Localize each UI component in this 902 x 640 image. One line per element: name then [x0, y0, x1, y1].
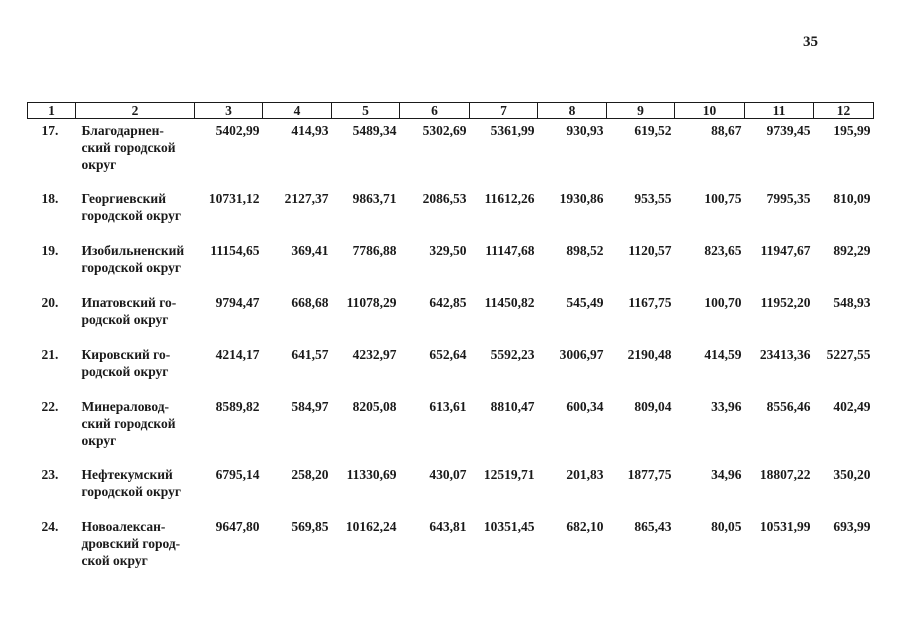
column-header-8: 8 — [538, 103, 607, 119]
value-cell-col-10: 34,96 — [711, 467, 742, 482]
value-cell-col-11: 8556,46 — [766, 399, 811, 414]
row-index: 24. — [41, 519, 59, 534]
table-row — [28, 119, 874, 191]
value-cell-col-5: 7786,88 — [352, 243, 397, 258]
value-cell-col-4: 668,68 — [291, 295, 329, 310]
column-header-3: 3 — [195, 103, 263, 119]
column-header-7: 7 — [470, 103, 538, 119]
table-row — [28, 518, 874, 570]
value-cell-col-12: 350,20 — [833, 467, 871, 482]
table-row — [28, 242, 874, 294]
value-cell-col-12: 195,99 — [833, 123, 871, 138]
district-name: Ипатовский го- родской округ — [81, 295, 177, 327]
table-row — [28, 190, 874, 242]
value-cell-col-8: 1930,86 — [559, 191, 604, 206]
page-number: 35 — [803, 34, 818, 50]
value-cell-col-7: 10351,45 — [483, 519, 535, 534]
value-cell-col-6: 5302,69 — [422, 123, 467, 138]
value-cell-col-5: 10162,24 — [345, 519, 397, 534]
column-header-10: 10 — [675, 103, 745, 119]
value-cell-col-11: 18807,22 — [759, 467, 811, 482]
value-cell-col-4: 258,20 — [291, 467, 329, 482]
header-row — [28, 103, 874, 119]
value-cell-col-12: 693,99 — [833, 519, 871, 534]
value-cell-col-7: 12519,71 — [483, 467, 535, 482]
value-cell-col-12: 548,93 — [833, 295, 871, 310]
row-index: 17. — [41, 123, 59, 138]
value-cell-col-3: 5402,99 — [215, 123, 260, 138]
value-cell-col-11: 11952,20 — [760, 295, 811, 310]
value-cell-col-5: 8205,08 — [352, 399, 397, 414]
value-cell-col-8: 682,10 — [566, 519, 604, 534]
value-cell-col-4: 414,93 — [291, 123, 329, 138]
value-cell-col-10: 823,65 — [704, 243, 742, 258]
row-index: 23. — [41, 467, 59, 482]
value-cell-col-8: 545,49 — [566, 295, 604, 310]
value-cell-col-7: 11612,26 — [484, 191, 535, 206]
column-header-2: 2 — [76, 103, 195, 119]
value-cell-col-4: 369,41 — [291, 243, 329, 258]
district-name: Изобильненский городской округ — [81, 243, 185, 275]
row-index: 20. — [41, 295, 59, 310]
column-header-9: 9 — [607, 103, 675, 119]
value-cell-col-6: 2086,53 — [422, 191, 467, 206]
table-body — [28, 119, 874, 571]
data-table — [27, 102, 874, 570]
value-cell-col-7: 5361,99 — [490, 123, 535, 138]
value-cell-col-11: 11947,67 — [760, 243, 811, 258]
value-cell-col-7: 11147,68 — [485, 243, 535, 258]
column-header-11: 11 — [745, 103, 814, 119]
district-name: Минераловод- ский городской округ — [81, 399, 176, 448]
value-cell-col-4: 569,85 — [291, 519, 329, 534]
value-cell-col-10: 88,67 — [711, 123, 742, 138]
value-cell-col-11: 9739,45 — [766, 123, 811, 138]
district-name: Новоалексан- дровский город- ской округ — [81, 519, 181, 568]
row-index: 22. — [41, 399, 59, 414]
value-cell-col-8: 898,52 — [566, 243, 604, 258]
value-cell-col-3: 9794,47 — [215, 295, 260, 310]
row-index: 18. — [41, 191, 59, 206]
row-index: 19. — [41, 243, 59, 258]
column-header-1: 1 — [28, 103, 76, 119]
table-row — [28, 466, 874, 518]
district-name: Благодарнен- ский городской округ — [81, 123, 176, 172]
table-row — [28, 294, 874, 346]
value-cell-col-10: 100,70 — [704, 295, 742, 310]
table-header — [28, 103, 874, 119]
value-cell-col-9: 809,04 — [634, 399, 672, 414]
value-cell-col-10: 80,05 — [711, 519, 742, 534]
value-cell-col-5: 9863,71 — [352, 191, 397, 206]
value-cell-col-8: 600,34 — [566, 399, 604, 414]
value-cell-col-5: 5489,34 — [352, 123, 397, 138]
value-cell-col-9: 1120,57 — [628, 243, 672, 258]
value-cell-col-11: 10531,99 — [759, 519, 811, 534]
value-cell-col-11: 7995,35 — [766, 191, 811, 206]
value-cell-col-6: 430,07 — [429, 467, 467, 482]
value-cell-col-8: 201,83 — [566, 467, 604, 482]
value-cell-col-10: 33,96 — [711, 399, 742, 414]
district-name: Нефтекумский городской округ — [81, 467, 181, 499]
value-cell-col-3: 10731,12 — [208, 191, 260, 206]
value-cell-col-7: 11450,82 — [484, 295, 535, 310]
value-cell-col-9: 865,43 — [634, 519, 672, 534]
value-cell-col-7: 5592,23 — [490, 347, 535, 362]
value-cell-col-6: 652,64 — [429, 347, 467, 362]
value-cell-col-4: 584,97 — [291, 399, 329, 414]
value-cell-col-7: 8810,47 — [490, 399, 535, 414]
value-cell-col-3: 8589,82 — [215, 399, 260, 414]
value-cell-col-9: 953,55 — [634, 191, 672, 206]
value-cell-col-6: 643,81 — [429, 519, 467, 534]
value-cell-col-3: 4214,17 — [215, 347, 260, 362]
value-cell-col-9: 2190,48 — [627, 347, 672, 362]
column-header-5: 5 — [332, 103, 400, 119]
value-cell-col-5: 11330,69 — [346, 467, 397, 482]
column-header-12: 12 — [814, 103, 874, 119]
district-name: Кировский го- родской округ — [81, 347, 171, 379]
row-index: 21. — [41, 347, 59, 362]
column-header-6: 6 — [400, 103, 470, 119]
value-cell-col-11: 23413,36 — [759, 347, 811, 362]
value-cell-col-5: 11078,29 — [346, 295, 397, 310]
value-cell-col-10: 100,75 — [704, 191, 742, 206]
value-cell-col-8: 3006,97 — [559, 347, 604, 362]
value-cell-col-8: 930,93 — [566, 123, 604, 138]
value-cell-col-3: 6795,14 — [215, 467, 260, 482]
value-cell-col-3: 9647,80 — [215, 519, 260, 534]
value-cell-col-9: 1167,75 — [628, 295, 672, 310]
table-row — [28, 346, 874, 398]
value-cell-col-4: 641,57 — [291, 347, 329, 362]
value-cell-col-6: 329,50 — [429, 243, 467, 258]
value-cell-col-12: 810,09 — [833, 191, 871, 206]
column-header-4: 4 — [263, 103, 332, 119]
value-cell-col-12: 5227,55 — [826, 347, 871, 362]
value-cell-col-9: 619,52 — [634, 123, 672, 138]
value-cell-col-6: 613,61 — [429, 399, 467, 414]
value-cell-col-5: 4232,97 — [352, 347, 397, 362]
value-cell-col-10: 414,59 — [704, 347, 742, 362]
value-cell-col-4: 2127,37 — [284, 191, 329, 206]
district-name: Георгиевский городской округ — [81, 191, 181, 223]
value-cell-col-12: 892,29 — [833, 243, 871, 258]
value-cell-col-6: 642,85 — [429, 295, 467, 310]
value-cell-col-3: 11154,65 — [210, 243, 260, 258]
table-row — [28, 398, 874, 466]
value-cell-col-12: 402,49 — [833, 399, 871, 414]
value-cell-col-9: 1877,75 — [627, 467, 672, 482]
